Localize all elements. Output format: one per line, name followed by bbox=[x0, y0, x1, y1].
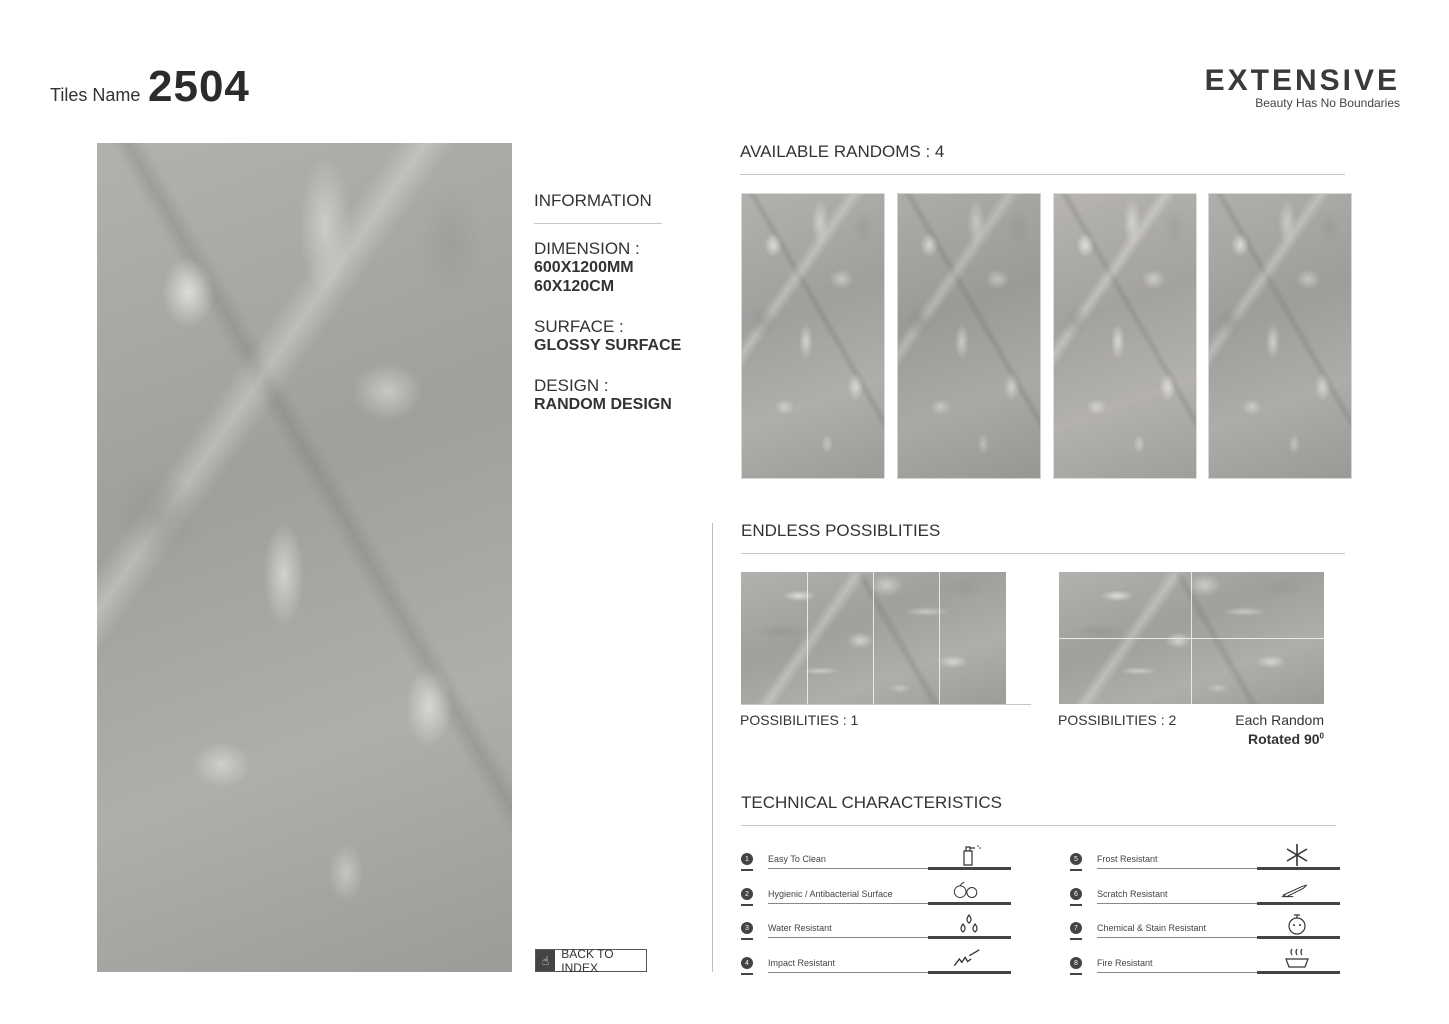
dimension-label: DIMENSION : bbox=[534, 239, 640, 258]
technical-divider bbox=[741, 825, 1336, 826]
random-tile-4 bbox=[1208, 193, 1352, 479]
surface-label: SURFACE : bbox=[534, 317, 624, 336]
rotated-note: Rotated $90^0$ bbox=[1247, 731, 1324, 747]
brand-logo bbox=[1200, 64, 1400, 110]
random-tile-1 bbox=[741, 193, 885, 479]
fruits-icon bbox=[951, 878, 981, 902]
random-tile-2 bbox=[897, 193, 1041, 479]
hand-pointer-icon: ☝ bbox=[536, 950, 555, 971]
available-randoms-title: AVAILABLE RANDOMS : 4 bbox=[740, 142, 945, 161]
tech-item-water-resistant: 3 Water Resistant bbox=[741, 918, 1011, 938]
tech-item-hygienic: 2 Hygienic / Antibacterial Surface bbox=[741, 884, 1011, 904]
tiles-number: 2504 bbox=[148, 62, 250, 111]
chemical-flask-icon bbox=[1282, 912, 1312, 936]
vertical-divider bbox=[712, 523, 713, 972]
randoms-divider bbox=[740, 174, 1345, 175]
hammer-impact-icon bbox=[951, 947, 981, 971]
dimension-mm: 600X1200MM bbox=[534, 259, 634, 276]
dimension-block bbox=[534, 239, 640, 296]
surface-block bbox=[534, 317, 681, 355]
possibilities-divider bbox=[741, 553, 1345, 554]
tech-item-fire-resistant: 8 Fire Resistant bbox=[1070, 953, 1340, 973]
each-random-note: Each Random bbox=[1235, 712, 1324, 728]
tiles-name-label: Tiles Name bbox=[50, 85, 141, 105]
endless-possibilities-title: ENDLESS POSSIBLITIES bbox=[741, 521, 941, 540]
main-tile-image bbox=[97, 143, 512, 972]
snowflake-icon bbox=[1282, 843, 1312, 867]
back-to-index-button[interactable] bbox=[535, 946, 647, 975]
knife-scratch-icon bbox=[1280, 878, 1310, 902]
design-value: RANDOM DESIGN bbox=[534, 396, 672, 413]
information-title: INFORMATION bbox=[534, 191, 652, 210]
surface-value: GLOSSY SURFACE bbox=[534, 337, 682, 354]
possibility-1-underline bbox=[741, 704, 1031, 705]
spray-bottle-icon bbox=[954, 843, 984, 867]
tech-item-chemical-stain: 7 Chemical & Stain Resistant bbox=[1070, 918, 1340, 938]
pot-flame-icon bbox=[1282, 947, 1312, 971]
technical-characteristics-title: TECHNICAL CHARACTERISTICS bbox=[741, 793, 1003, 812]
back-to-index-label: BACK TO INDEX bbox=[561, 946, 614, 975]
brand-name: EXTENSIVE bbox=[1204, 64, 1400, 97]
possibility-2-layout bbox=[1059, 572, 1324, 704]
tech-item-impact-resistant: 4 Impact Resistant bbox=[741, 953, 1011, 973]
tech-item-scratch-resistant: 6 Scratch Resistant bbox=[1070, 884, 1340, 904]
information-divider bbox=[534, 223, 662, 224]
tech-item-easy-to-clean: 1 Easy To Clean bbox=[741, 849, 1011, 869]
possibility-1-label: POSSIBILITIES : 1 bbox=[740, 712, 859, 728]
tech-item-frost-resistant: 5 Frost Resistant bbox=[1070, 849, 1340, 869]
design-block bbox=[534, 376, 672, 414]
dimension-cm: 60X120CM bbox=[534, 278, 615, 295]
design-label: DESIGN : bbox=[534, 376, 609, 395]
water-drops-icon bbox=[954, 912, 984, 936]
possibility-2-label: POSSIBILITIES : 2 bbox=[1058, 712, 1177, 728]
brand-tagline: Beauty Has No Boundaries bbox=[1255, 96, 1400, 110]
possibility-1-layout bbox=[741, 572, 1006, 704]
random-tile-3 bbox=[1053, 193, 1197, 479]
